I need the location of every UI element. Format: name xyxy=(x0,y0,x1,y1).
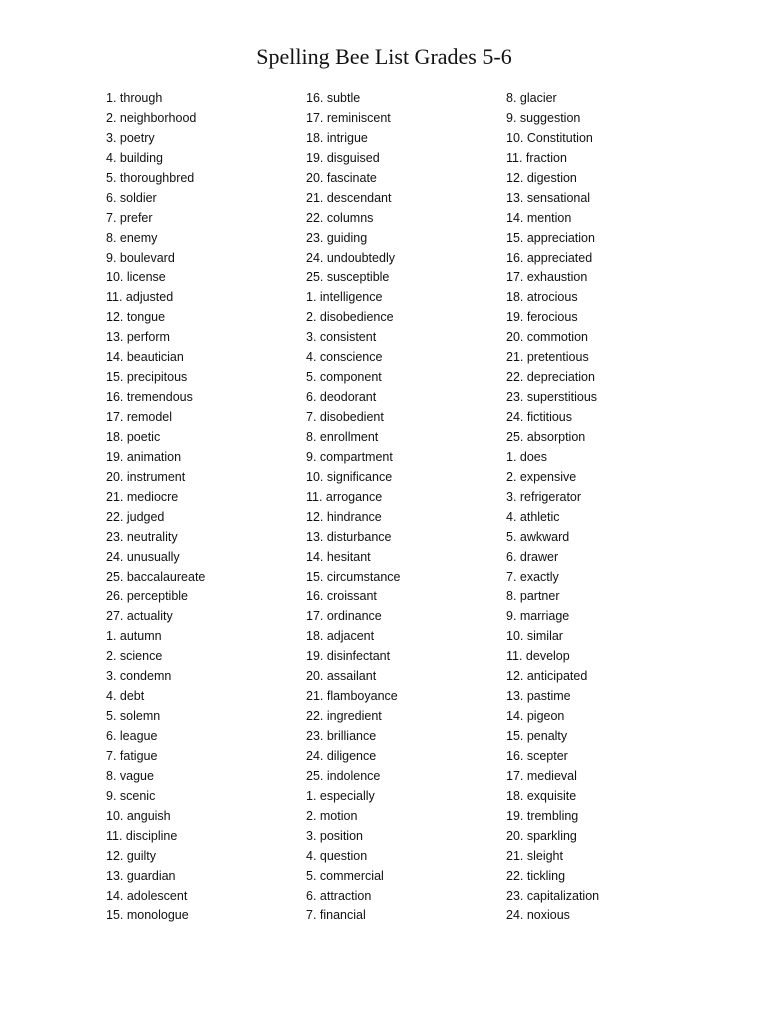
word-list-item: 3. refrigerator xyxy=(506,489,582,504)
word-list-item: 7. prefer xyxy=(106,210,153,225)
page-title: Spelling Bee List Grades 5-6 xyxy=(256,44,512,69)
word-list-item: 7. disobedient xyxy=(306,410,384,424)
word-list-item: 4. athletic xyxy=(506,509,560,524)
word-list-item: 24. noxious xyxy=(506,908,570,923)
word-column-2 xyxy=(306,89,400,926)
word-list-item: 6. soldier xyxy=(106,190,157,205)
word-list-item: 22. judged xyxy=(106,509,165,524)
word-list-item: 4. question xyxy=(306,848,368,863)
word-list-item: 23. capitalization xyxy=(506,888,600,903)
word-list-item: 12. guilty xyxy=(106,848,157,863)
word-list-item: 17. remodel xyxy=(106,410,173,424)
word-list-item: 13. perform xyxy=(106,330,170,345)
word-list-item: 16. tremendous xyxy=(106,390,193,405)
word-list-item: 12. hindrance xyxy=(306,509,382,524)
word-list-item: 12. tongue xyxy=(106,310,166,325)
word-list-item: 17. medieval xyxy=(506,768,577,783)
word-list-item: 25. susceptible xyxy=(306,270,390,285)
word-list-item: 24. fictitious xyxy=(506,410,573,424)
word-list-item: 6. league xyxy=(106,729,158,743)
word-list-item: 8. enrollment xyxy=(306,429,379,444)
word-list-item: 16. scepter xyxy=(506,748,568,763)
word-list-item: 15. monologue xyxy=(106,908,189,923)
word-list-item: 20. assailant xyxy=(306,669,377,684)
word-column-1 xyxy=(106,89,205,926)
word-list-item: 9. scenic xyxy=(106,788,156,803)
word-list-item: 7. exactly xyxy=(506,569,559,584)
word-list-item: 8. vague xyxy=(106,768,154,783)
word-list-item: 13. guardian xyxy=(106,868,176,883)
word-list-item: 18. exquisite xyxy=(506,788,577,803)
word-list-item: 14. hesitant xyxy=(306,549,371,564)
word-list-item: 3. poetry xyxy=(106,130,155,145)
word-list-item: 20. fascinate xyxy=(306,170,377,185)
word-list-item: 8. enemy xyxy=(106,230,158,245)
word-list-item: 11. fraction xyxy=(506,150,567,165)
word-list-item: 17. exhaustion xyxy=(506,270,588,285)
word-list-item: 2. expensive xyxy=(506,469,577,484)
word-list-item: 22. depreciation xyxy=(506,370,595,385)
word-list-item: 10. significance xyxy=(306,469,393,484)
word-list-item: 9. suggestion xyxy=(506,110,581,125)
word-list-item: 11. adjusted xyxy=(106,290,174,305)
word-list-item: 11. discipline xyxy=(106,828,178,843)
word-list-item: 10. anguish xyxy=(106,808,171,823)
word-list-item: 19. ferocious xyxy=(506,310,578,325)
word-list-item: 20. instrument xyxy=(106,469,186,484)
word-list-item: 7. fatigue xyxy=(106,748,158,763)
word-list-item: 13. sensational xyxy=(506,190,591,205)
word-list-item: 15. circumstance xyxy=(306,569,401,584)
word-list-item: 1. especially xyxy=(306,788,375,803)
word-list-item: 9. compartment xyxy=(306,449,393,464)
word-list-item: 23. superstitious xyxy=(506,390,598,405)
word-list-item: 2. science xyxy=(106,649,163,664)
word-list-item: 2. disobedience xyxy=(306,310,394,325)
word-list-item: 5. component xyxy=(306,370,382,385)
word-list-item: 14. adolescent xyxy=(106,888,188,903)
word-list-item: 21. descendant xyxy=(306,190,392,205)
word-list-item: 21. mediocre xyxy=(106,489,179,504)
word-list-item: 1. autumn xyxy=(106,629,162,644)
word-list-item: 17. ordinance xyxy=(306,609,382,624)
word-list-item: 19. disguised xyxy=(306,150,380,165)
word-list-item: 13. disturbance xyxy=(306,529,392,544)
word-list-item: 1. does xyxy=(506,449,548,464)
word-list-item: 21. flamboyance xyxy=(306,689,398,704)
word-list-item: 20. sparkling xyxy=(506,828,577,843)
word-list-item: 10. Constitution xyxy=(506,130,593,145)
word-list-item: 4. debt xyxy=(106,689,145,704)
word-list-item: 11. develop xyxy=(506,649,570,664)
word-list-item: 15. penalty xyxy=(506,729,568,743)
word-list-item: 15. appreciation xyxy=(506,230,595,245)
word-list-item: 18. intrigue xyxy=(306,130,368,145)
word-list-item: 7. financial xyxy=(306,908,366,923)
word-list-item: 19. animation xyxy=(106,449,182,464)
word-list-item: 24. undoubtedly xyxy=(306,250,395,265)
word-list-item: 23. guiding xyxy=(306,230,368,245)
word-list-item: 25. absorption xyxy=(506,429,586,444)
word-list-item: 24. unusually xyxy=(106,549,180,564)
word-list-item: 19. disinfectant xyxy=(306,649,391,664)
word-list-item: 10. license xyxy=(106,270,166,285)
word-list-item: 4. building xyxy=(106,150,163,165)
word-list-item: 14. beautician xyxy=(106,350,184,365)
word-list-item: 3. position xyxy=(306,828,363,843)
word-list-item: 9. boulevard xyxy=(106,250,175,265)
word-list-item: 20. commotion xyxy=(506,330,588,345)
word-list-item: 8. glacier xyxy=(506,91,557,105)
word-list-item: 2. neighborhood xyxy=(106,110,197,125)
word-list-item: 21. sleight xyxy=(506,848,563,863)
word-list-item: 15. precipitous xyxy=(106,370,188,385)
word-list-item: 16. croissant xyxy=(306,589,377,604)
word-list-item: 3. condemn xyxy=(106,669,172,684)
word-list-item: 23. brilliance xyxy=(306,729,377,743)
word-list-item: 6. deodorant xyxy=(306,390,377,405)
word-list-item: 17. reminiscent xyxy=(306,110,391,125)
word-list-item: 2. motion xyxy=(306,808,358,823)
word-list-item: 1. through xyxy=(106,91,163,105)
word-list-item: 6. attraction xyxy=(306,888,372,903)
word-list-item: 27. actuality xyxy=(106,609,173,624)
word-list-item: 25. indolence xyxy=(306,768,381,783)
word-list-item: 18. poetic xyxy=(106,429,161,444)
word-list-item: 4. conscience xyxy=(306,350,383,365)
word-list-item: 22. columns xyxy=(306,210,374,225)
word-list-item: 6. drawer xyxy=(506,549,559,564)
word-list-item: 18. atrocious xyxy=(506,290,578,305)
word-list-item: 25. baccalaureate xyxy=(106,569,206,584)
word-list-item: 11. arrogance xyxy=(306,489,383,504)
word-list-item: 14. mention xyxy=(506,210,572,225)
word-list-item: 5. commercial xyxy=(306,868,384,883)
word-list-item: 21. pretentious xyxy=(506,350,589,365)
word-list-item: 16. subtle xyxy=(306,91,361,105)
word-list-item: 26. perceptible xyxy=(106,589,189,604)
word-list-item: 14. pigeon xyxy=(506,709,565,724)
word-list-item: 12. anticipated xyxy=(506,669,588,684)
word-list-item: 12. digestion xyxy=(506,170,577,185)
word-list-item: 1. intelligence xyxy=(306,290,383,305)
word-list-item: 19. trembling xyxy=(506,808,579,823)
word-list-item: 5. solemn xyxy=(106,709,161,724)
word-list-item: 24. diligence xyxy=(306,748,377,763)
word-list-item: 16. appreciated xyxy=(506,250,593,265)
word-list-item: 3. consistent xyxy=(306,330,377,345)
word-list-item: 23. neutrality xyxy=(106,529,178,544)
word-list-item: 10. similar xyxy=(506,629,563,644)
word-column-3 xyxy=(506,89,599,926)
word-list-item: 9. marriage xyxy=(506,609,570,624)
word-list-item: 22. tickling xyxy=(506,868,566,883)
word-list-item: 8. partner xyxy=(506,589,560,604)
word-list-item: 13. pastime xyxy=(506,689,571,704)
word-list-item: 5. awkward xyxy=(506,529,570,544)
word-list-item: 22. ingredient xyxy=(306,709,382,724)
word-list-item: 18. adjacent xyxy=(306,629,375,644)
word-list-item: 5. thoroughbred xyxy=(106,170,195,185)
